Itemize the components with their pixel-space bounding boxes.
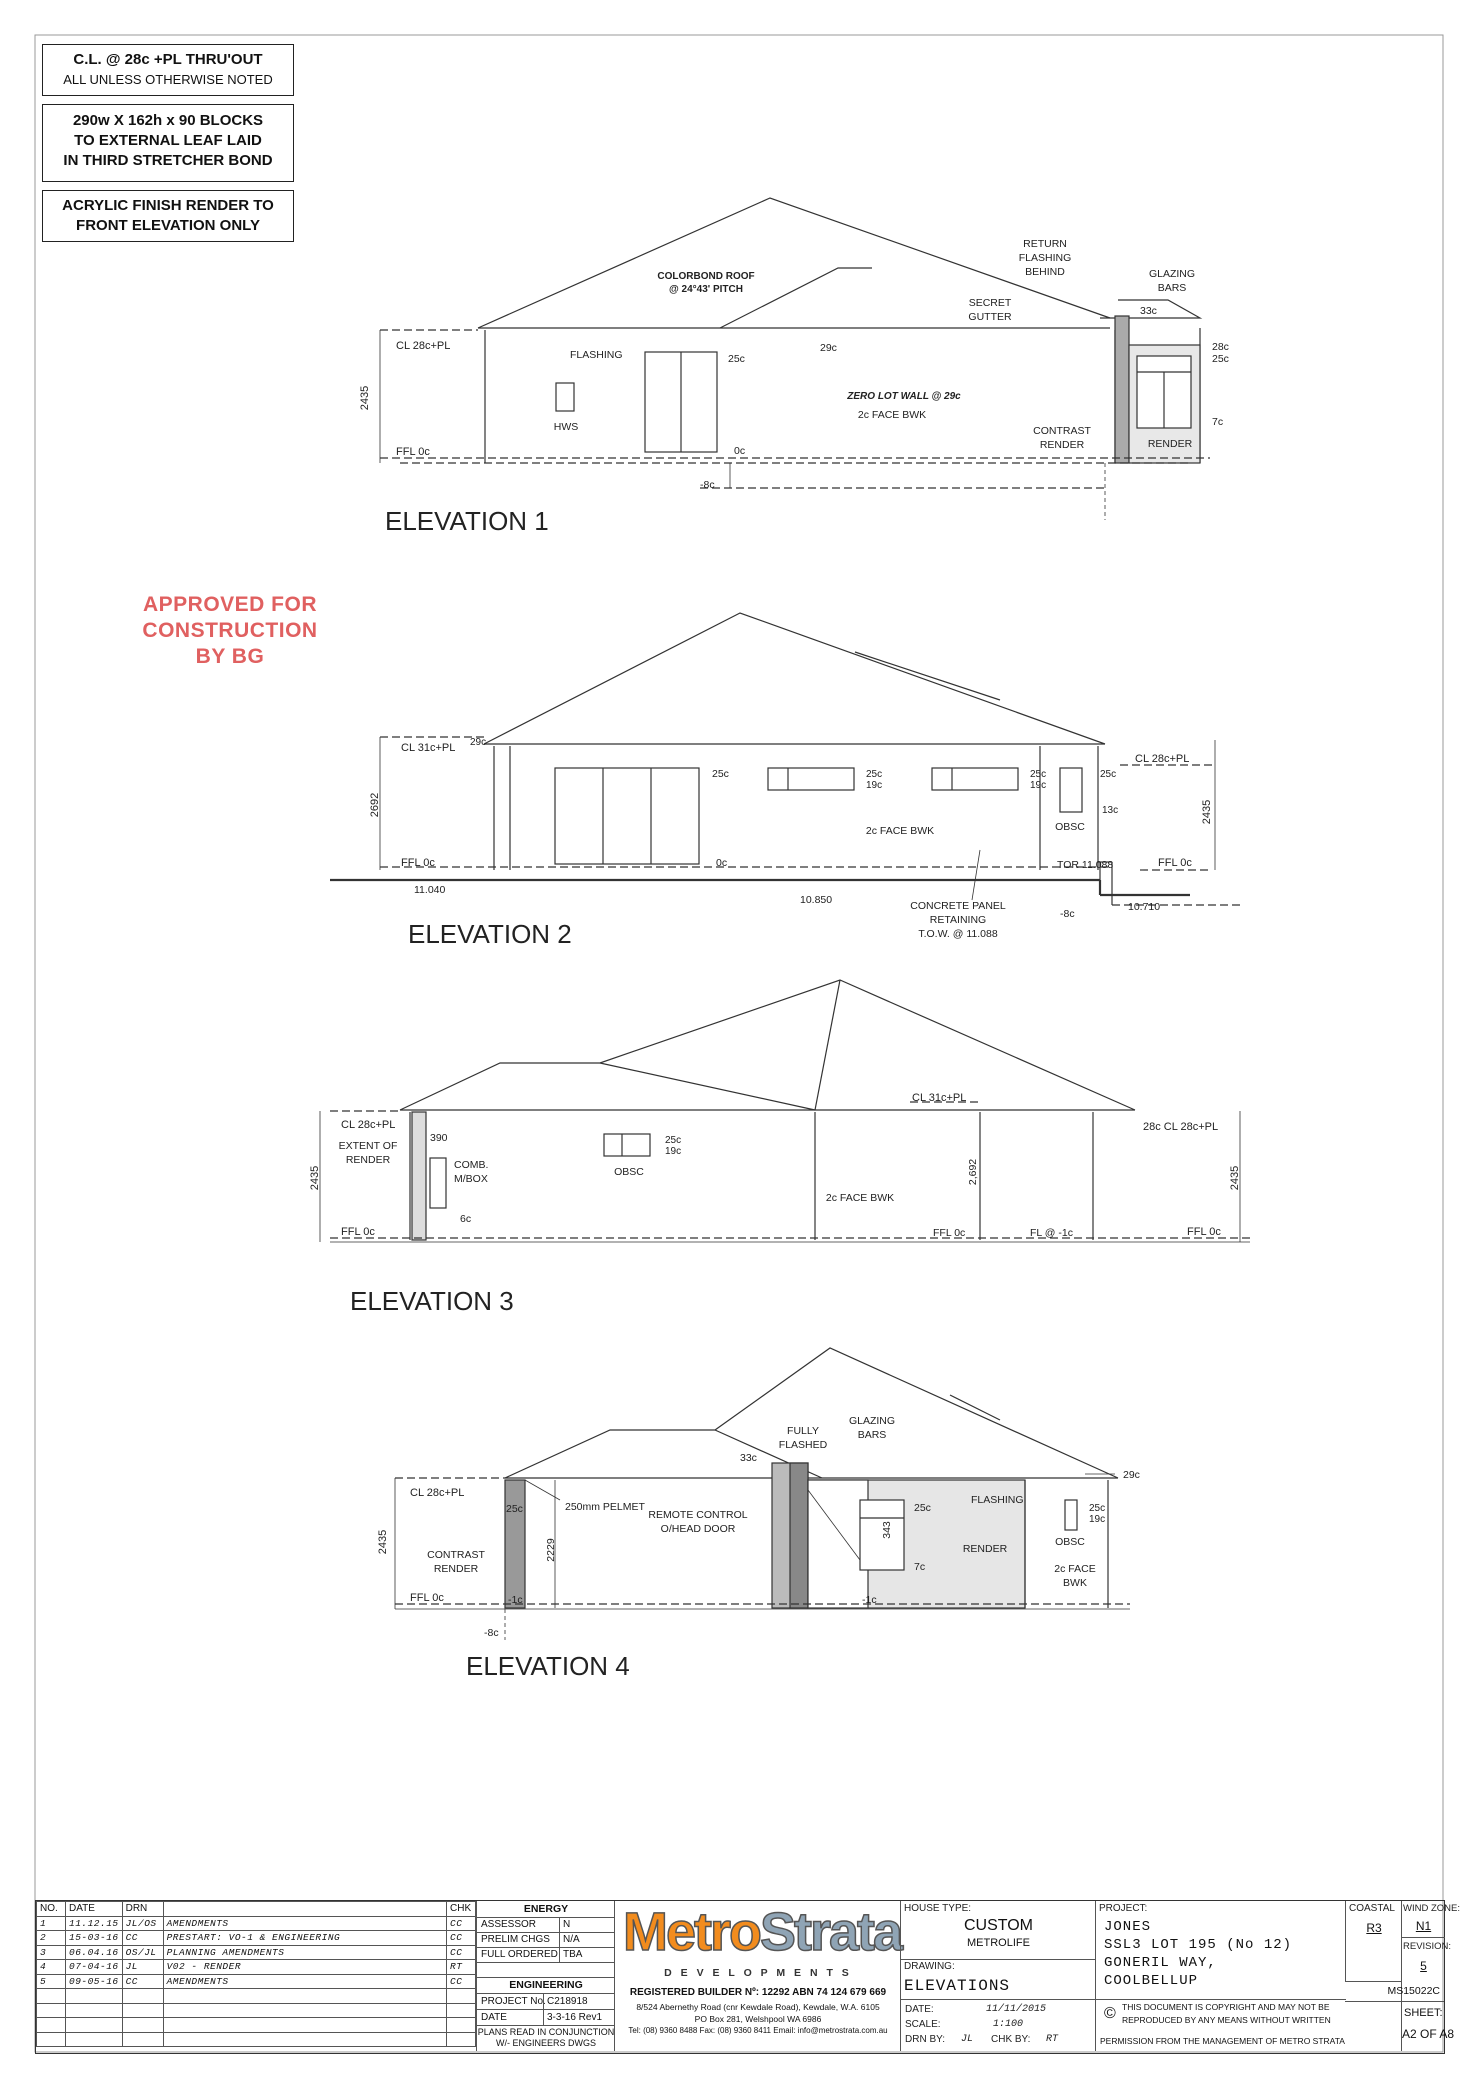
cell: V02 - RENDER [163, 1960, 446, 1975]
label: 0c [716, 857, 728, 869]
table-header [37, 1902, 476, 1917]
drawing-name: ELEVATIONS [904, 1977, 1011, 1995]
label: 25c [1212, 353, 1229, 365]
drawing-label: DRAWING: [904, 1961, 955, 1972]
logo-strata: Strata [760, 1902, 902, 1962]
label: CONCRETE PANEL [910, 900, 1006, 912]
cell: 11.12.15 [66, 1916, 123, 1931]
engineering-label: DATE [481, 2012, 507, 2023]
label: BARS [857, 1429, 887, 1441]
label: FFL 0c [341, 1226, 375, 1238]
label: T.O.W. @ 11.088 [918, 928, 998, 940]
date-label: DATE: [905, 2004, 934, 2015]
label: 19c [866, 780, 883, 791]
cell: JL [122, 1960, 163, 1975]
label: 10.710 [1128, 901, 1161, 913]
header-cell: CHK [447, 1902, 476, 1917]
engineering-title: ENGINEERING [509, 1979, 583, 1991]
label: HWS [553, 421, 579, 433]
label: 25c [914, 1502, 931, 1514]
label: 2,692 [967, 1158, 979, 1186]
note-text: ACRYLIC FINISH RENDER TO [62, 197, 274, 214]
wind-zone-value: N1 [1415, 1919, 1432, 1933]
cell: AMENDMENTS [163, 1974, 446, 1989]
cell: PLANNING AMENDMENTS [163, 1945, 446, 1960]
label: -8c [1060, 908, 1075, 920]
label: GUTTER [968, 311, 1012, 323]
title-block [35, 1900, 1460, 2054]
elevation-3-labels [309, 1092, 1241, 1316]
engineering-note: W/- ENGINEERS DWGS [495, 2038, 596, 2048]
label: -8c [700, 479, 715, 491]
label: 28c CL 28c+PL [1143, 1121, 1219, 1133]
label: EXTENT OF [338, 1140, 398, 1152]
label: BEHIND [1025, 266, 1065, 278]
label: CL 31c+PL [912, 1092, 967, 1104]
label: OBSC [614, 1166, 644, 1178]
label: FFL 0c [396, 446, 430, 458]
label: 11.040 [414, 884, 446, 896]
cell: CC [122, 1931, 163, 1946]
label: FULLY [787, 1425, 819, 1437]
table-row [37, 1931, 476, 1946]
label: 2c FACE BWK [857, 409, 927, 421]
logo-developments: D E V E L O P M E N T S [664, 1967, 852, 1979]
checked-by-label: CHK BY: [991, 2034, 1031, 2045]
note-text: TO EXTERNAL LEAF LAID [74, 132, 262, 149]
header-cell: NO. [37, 1902, 66, 1917]
copyright-text: REPRODUCED BY ANY MEANS WITHOUT WRITTEN [1122, 2015, 1331, 2025]
label: 25c [712, 768, 729, 780]
company-address: 8/524 Abernethy Road (cnr Kewdale Road), Kewdale, W.A. 6105 [636, 2002, 880, 2012]
label: FFL 0c [410, 1592, 444, 1604]
label: 25c [665, 1135, 682, 1146]
table-row [37, 1960, 476, 1975]
label: 29c [820, 342, 837, 354]
label: 7c [1212, 416, 1224, 428]
label: RENDER [962, 1543, 1008, 1555]
label: 19c [1030, 780, 1047, 791]
label: RENDER [1147, 438, 1193, 450]
label: 2229 [545, 1538, 557, 1562]
label: 0c [734, 445, 746, 457]
label: 343 [881, 1521, 893, 1539]
label: FLASHING [971, 1494, 1024, 1506]
logo-metro: Metro [623, 1902, 760, 1962]
label: 2435 [359, 385, 371, 411]
cell: CC [122, 1974, 163, 1989]
energy-value: N [563, 1919, 571, 1930]
label: CL 28c+PL [396, 340, 451, 352]
cell: AMENDMENTS [163, 1916, 446, 1931]
label: 10.850 [800, 894, 833, 906]
label: RENDER [433, 1563, 479, 1575]
engineering-value: C218918 [547, 1996, 588, 2007]
label: RETAINING [929, 914, 987, 926]
label: 19c [1089, 1514, 1106, 1525]
house-type: CUSTOM [963, 1917, 1034, 1934]
energy-engineering-panel [476, 1901, 615, 2051]
label: BARS [1157, 282, 1187, 294]
revision-value: 5 [1420, 1959, 1427, 1973]
project-client: JONES [1104, 1919, 1152, 1935]
scale-label: SCALE: [905, 2019, 941, 2030]
elevation-title: ELEVATION 1 [385, 506, 549, 536]
checked-by-value: RT [1046, 2034, 1059, 2045]
label: RENDER [345, 1154, 391, 1166]
label: OBSC [1055, 1536, 1085, 1548]
house-block [900, 1901, 1096, 2051]
label: M/BOX [454, 1173, 488, 1185]
project-suburb: COOLBELLUP [1104, 1973, 1199, 1989]
project-street: GONERIL WAY, [1104, 1955, 1217, 1971]
cell: 2 [37, 1931, 66, 1946]
cell: 1 [37, 1916, 66, 1931]
label: 19c [665, 1146, 682, 1157]
approved-line: CONSTRUCTION [142, 619, 318, 642]
label: RENDER [1039, 439, 1085, 451]
label: OBSC [1055, 821, 1085, 833]
label: 2435 [309, 1165, 321, 1191]
copyright-icon: © [1104, 2005, 1116, 2022]
cell: OS/JL [122, 1945, 163, 1960]
label: 29c [470, 737, 487, 748]
label: -1c [508, 1594, 523, 1606]
label: 2435 [377, 1529, 389, 1555]
header-cell: DRN [122, 1902, 163, 1917]
note-text: C.L. @ 28c +PL THRU'OUT [73, 51, 263, 68]
elevation-3 [320, 980, 1250, 1242]
label: SECRET [968, 297, 1012, 309]
table-row [37, 1916, 476, 1931]
note-text: FRONT ELEVATION ONLY [76, 217, 260, 234]
label: FFL 0c [401, 857, 435, 869]
label: -8c [484, 1627, 499, 1639]
cell: 07-04-16 [66, 1960, 123, 1975]
label: ZERO LOT WALL @ 29c [847, 391, 961, 402]
label: BWK [1063, 1577, 1087, 1589]
revision-label: REVISION: [1403, 1941, 1452, 1952]
label: FFL 0c [1158, 857, 1192, 869]
company-block [614, 1901, 901, 2051]
label: 2c FACE [1054, 1563, 1096, 1575]
label: 6c [460, 1213, 472, 1225]
label: FFL 0c [933, 1227, 966, 1239]
label: 2c FACE BWK [825, 1192, 895, 1204]
project-block [1095, 1901, 1346, 2051]
drawn-by-label: DRN BY: [905, 2034, 946, 2045]
cell: 06.04.16 [66, 1945, 123, 1960]
energy-title: ENERGY [523, 1903, 569, 1915]
cell: 4 [37, 1960, 66, 1975]
cell: 5 [37, 1974, 66, 1989]
label: -1c [862, 1594, 877, 1606]
label: REMOTE CONTROL [648, 1509, 748, 1521]
copyright-text: THIS DOCUMENT IS COPYRIGHT AND MAY NOT BE [1122, 2002, 1330, 2012]
label: 28c [1212, 341, 1229, 353]
copyright-text: PERMISSION FROM THE MANAGEMENT OF METRO STRATA [1100, 2036, 1345, 2046]
builder-number: REGISTERED BUILDER Nº: 12292 ABN 74 124 679 669 [629, 1987, 887, 1998]
engineering-value: 3-3-16 Rev1 [547, 2012, 603, 2023]
label: 2692 [369, 792, 381, 818]
label: O/HEAD DOOR [660, 1523, 736, 1535]
label: 2435 [1229, 1165, 1241, 1191]
label: FFL 0c [1187, 1226, 1221, 1238]
label: COMB. [454, 1159, 489, 1171]
label: CL 28c+PL [1135, 753, 1190, 765]
label: 25c [728, 353, 745, 365]
label: FL @ -1c [1030, 1227, 1073, 1239]
sheet-number: A2 OF A8 [1402, 2027, 1455, 2041]
elevation-1 [380, 198, 1210, 520]
label: 13c [1102, 805, 1119, 816]
label: CONTRAST [427, 1549, 485, 1561]
cell: 09-05-16 [66, 1974, 123, 1989]
label: 33c [740, 1452, 757, 1464]
label: 250mm PELMET [565, 1501, 645, 1513]
label: 25c [506, 1503, 523, 1515]
energy-value: TBA [563, 1949, 583, 1960]
coastal-block [1345, 1901, 1402, 1981]
approved-line: APPROVED FOR [142, 593, 318, 616]
label: CL 31c+PL [401, 742, 456, 754]
house-series: METROLIFE [967, 1937, 1030, 1949]
scale-value: 1:100 [993, 2019, 1024, 2030]
engineering-label: PROJECT No. [481, 1996, 546, 2007]
note-text: 290w X 162h x 90 BLOCKS [72, 112, 264, 129]
label: GLAZING [1148, 268, 1196, 280]
label: FLASHED [778, 1439, 828, 1451]
label: 390 [430, 1132, 448, 1144]
elevation-title: ELEVATION 2 [408, 919, 572, 949]
approved-line: BY BG [195, 645, 265, 668]
label: 7c [914, 1561, 926, 1573]
label: 25c [1089, 1503, 1106, 1514]
cell: CC [447, 1945, 476, 1960]
drawn-by-value: JL [961, 2034, 974, 2045]
label: 33c [1140, 305, 1157, 317]
company-address: PO Box 281, Welshpool WA 6986 [694, 2014, 822, 2024]
revision-table [36, 1901, 476, 2047]
company-contact: Tel: (08) 9360 8488 Fax: (08) 9360 8411 Email: info@metrostrata.com.au [628, 2026, 888, 2035]
project-label: PROJECT: [1099, 1903, 1148, 1914]
label: CL 28c+PL [410, 1487, 465, 1499]
label: TOR 11.088 [1057, 859, 1114, 871]
label: RETURN [1023, 238, 1067, 250]
label: 25c [866, 769, 883, 780]
energy-value: N/A [563, 1934, 580, 1945]
date-value: 11/11/2015 [986, 2004, 1047, 2015]
elevation-1-labels [359, 238, 1229, 536]
cell: 15-03-16 [66, 1931, 123, 1946]
elevation-title: ELEVATION 4 [466, 1651, 630, 1681]
energy-label: FULL ORDERED [481, 1949, 558, 1960]
energy-label: ASSESSOR [481, 1919, 537, 1930]
note-text: IN THIRD STRETCHER BOND [63, 152, 273, 169]
label: CL 28c+PL [341, 1119, 396, 1131]
company-logo [623, 1901, 901, 1963]
coastal-value: R3 [1366, 1921, 1382, 1935]
label: COLORBOND ROOF [657, 271, 755, 282]
label: @ 24°43' PITCH [669, 284, 743, 295]
table-row [37, 1945, 476, 1960]
cell: PRESTART: VO-1 & ENGINEERING [163, 1931, 446, 1946]
cell: CC [447, 1974, 476, 1989]
label: 25c [1030, 769, 1047, 780]
label: CONTRAST [1033, 425, 1091, 437]
note-text: ALL UNLESS OTHERWISE NOTED [63, 72, 273, 87]
table-row [37, 1974, 476, 1989]
sheet-label: SHEET: [1404, 2007, 1443, 2019]
cell: RT [447, 1960, 476, 1975]
project-lot: SSL3 LOT 195 (No 12) [1104, 1937, 1293, 1953]
energy-label: PRELIM CHGS [481, 1934, 550, 1945]
wind-zone-label: WIND ZONE: [1403, 1903, 1460, 1914]
cell: JL/OS [122, 1916, 163, 1931]
label: GLAZING [848, 1415, 896, 1427]
cell: CC [447, 1916, 476, 1931]
label: FLASHING [1018, 252, 1072, 264]
house-type-label: HOUSE TYPE: [904, 1903, 972, 1914]
label: 2435 [1201, 799, 1213, 825]
label: 25c [1100, 769, 1117, 780]
header-cell: DATE [66, 1902, 123, 1917]
cell: CC [447, 1931, 476, 1946]
cell: 3 [37, 1945, 66, 1960]
label: FLASHING [570, 349, 623, 361]
elevation-title: ELEVATION 3 [350, 1286, 514, 1316]
label: 29c [1123, 1469, 1140, 1481]
job-code: MS15022C [1387, 1985, 1440, 1997]
engineering-note: PLANS READ IN CONJUNCTION [477, 2027, 615, 2037]
header-cell [163, 1902, 446, 1917]
label: 2c FACE BWK [865, 825, 935, 837]
coastal-label: COASTAL [1349, 1903, 1395, 1914]
